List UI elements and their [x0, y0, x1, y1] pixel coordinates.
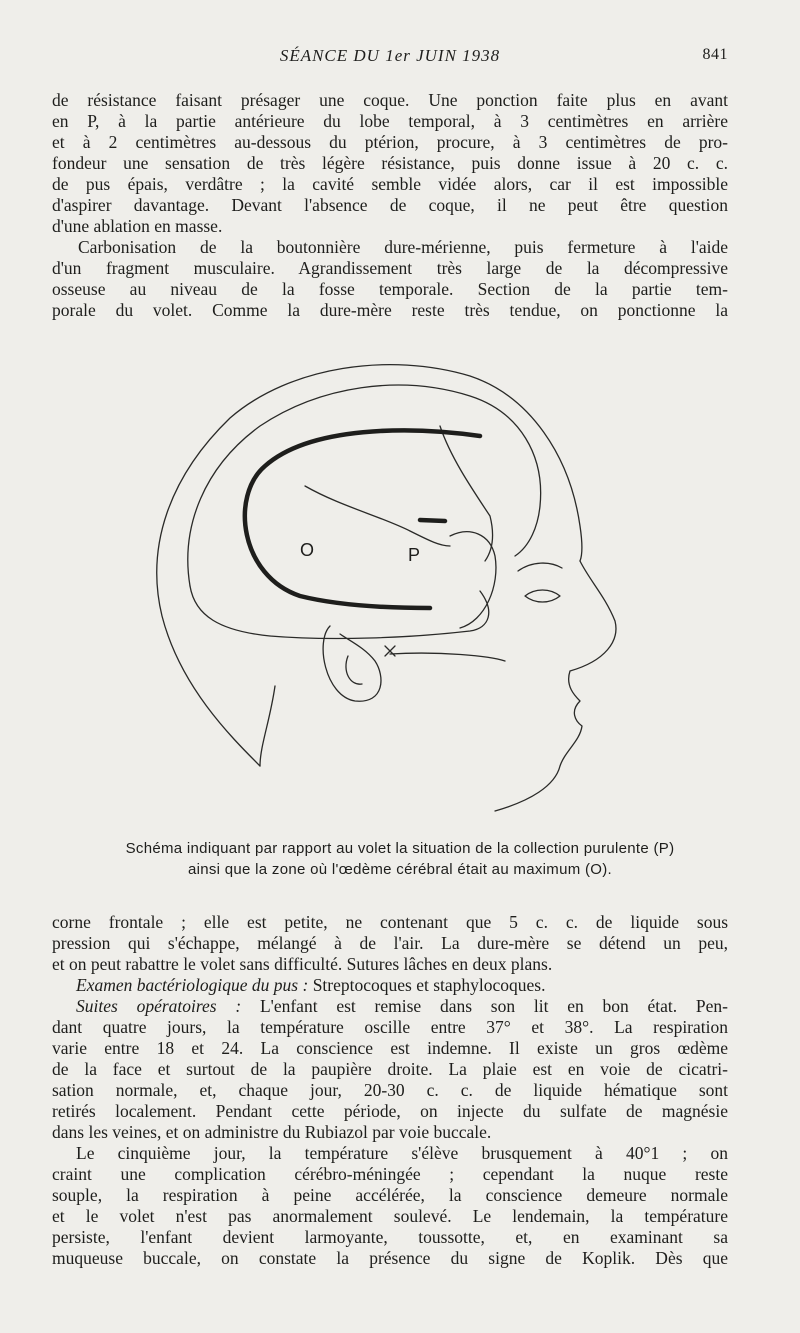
text-line: de pus épais, verdâtre ; la cavité semble vidée alors, car il est impossible — [52, 174, 728, 194]
text-line: craint une complication cérébro-méningée ; cependant la nuque reste — [52, 1164, 728, 1184]
paragraph-1 — [52, 90, 728, 237]
inline-text: Streptocoques et staphylocoques. — [308, 975, 546, 995]
text-line: retirés localement. Pendant cette période, on injecte du sulfate de magnésie — [52, 1101, 728, 1121]
page-header — [52, 46, 728, 70]
italic-heading: Examen bactériologique du pus : — [76, 975, 309, 995]
paragraph-6 — [52, 1143, 728, 1269]
text-line: d'un fragment musculaire. Agrandissement très large de la décompressive — [52, 258, 728, 278]
text-line: de résistance faisant présager une coque. Une ponction faite plus en avant — [52, 90, 728, 110]
paragraph-3 — [52, 912, 728, 975]
figure-caption — [52, 838, 748, 880]
flap-dash — [420, 520, 445, 521]
page-number: 841 — [702, 46, 728, 63]
text-line: d'aspirer davantage. Devant l'absence de coque, il ne peut être question — [52, 195, 728, 215]
text-line: dans les veines, et on administre du Rubiazol par voie buccale. — [52, 1122, 492, 1142]
sylvian-line — [305, 486, 450, 546]
text-line: persiste, l'enfant devient larmoyante, toussotte, et, en examinant sa — [52, 1227, 728, 1247]
paragraph-4 — [52, 975, 728, 996]
text-line: de la face et surtout de la paupière droite. La plaie est en voie de cicatri- — [52, 1059, 728, 1079]
neck-back — [260, 686, 275, 766]
text-line: porale du volet. Comme la dure-mère reste très tendue, on ponctionne la — [52, 300, 728, 320]
text-line: et le volet n'est pas anormalement soulevé. Le lendemain, la température — [52, 1206, 728, 1226]
text-line: corne frontale ; elle est petite, ne contenant que 5 c. c. de liquide sous — [52, 912, 728, 932]
label-o: O — [300, 540, 315, 560]
caption-line: Schéma indiquant par rapport au volet la situation de la collection purulente (P) — [125, 840, 675, 857]
italic-heading: Suites opératoires : — [76, 996, 242, 1016]
text-line: sation normale, et, chaque jour, 20-30 c. c. de liquide hématique sont — [52, 1080, 728, 1100]
eye-outline — [525, 590, 560, 602]
text-line: souple, la respiration à peine accélérée, la conscience demeure normale — [52, 1185, 728, 1205]
text-line: varie entre 18 et 24. La conscience est indemne. Il existe un gros œdème — [52, 1038, 728, 1058]
text-line: et à 2 centimètres au-dessous du ptérion, procure, à 3 centimètres de pro- — [52, 132, 728, 152]
text-line: Le cinquième jour, la température s'élève brusquement à 40°1 ; on — [76, 1143, 728, 1163]
jaw-line — [390, 653, 505, 661]
text-line: fondeur une sensation de très légère résistance, puis donne issue à 20 c. c. — [52, 153, 728, 173]
brain-lower-contour — [190, 586, 489, 638]
text-line: osseuse au niveau de la fosse temporale. Section de la partie tem- — [52, 279, 728, 299]
label-p: P — [408, 545, 421, 565]
eyebrow-line — [518, 563, 562, 571]
paragraph-5 — [52, 996, 728, 1143]
text-line — [52, 996, 728, 1017]
text-line: et on peut rabattre le volet sans difficulté. Sutures lâches en deux plans. — [52, 954, 553, 974]
text-line: dant quatre jours, la température oscille entre 37° et 38°. La respiration — [52, 1017, 728, 1037]
text-line — [52, 975, 728, 996]
text-line: d'une ablation en masse. — [52, 216, 223, 236]
scalp-outline — [157, 365, 582, 766]
ear-inner — [346, 656, 362, 684]
text-line: muqueuse buccale, on constate la présence du signe de Koplik. Dès que — [52, 1248, 728, 1268]
text-line: Carbonisation de la boutonnière dure-mérienne, puis fermeture à l'aide — [78, 237, 728, 257]
paragraph-2 — [52, 237, 728, 321]
inline-text: L'enfant est remise dans son lit en bon état. Pen- — [241, 996, 729, 1016]
head-schematic-figure — [150, 356, 630, 816]
text-line: en P, à la partie antérieure du lobe temporal, à 3 centimètres en arrière — [52, 111, 728, 131]
text-line: pression qui s'échappe, mélangé à de l'air. La dure-mère se détend un peu, — [52, 933, 728, 953]
central-line — [440, 426, 492, 561]
head-schematic-drawing — [150, 356, 630, 816]
caption-line: ainsi que la zone où l'œdème cérébral était au maximum (O). — [187, 861, 613, 878]
running-head: SÉANCE DU 1er JUIN 1938 — [279, 46, 501, 65]
